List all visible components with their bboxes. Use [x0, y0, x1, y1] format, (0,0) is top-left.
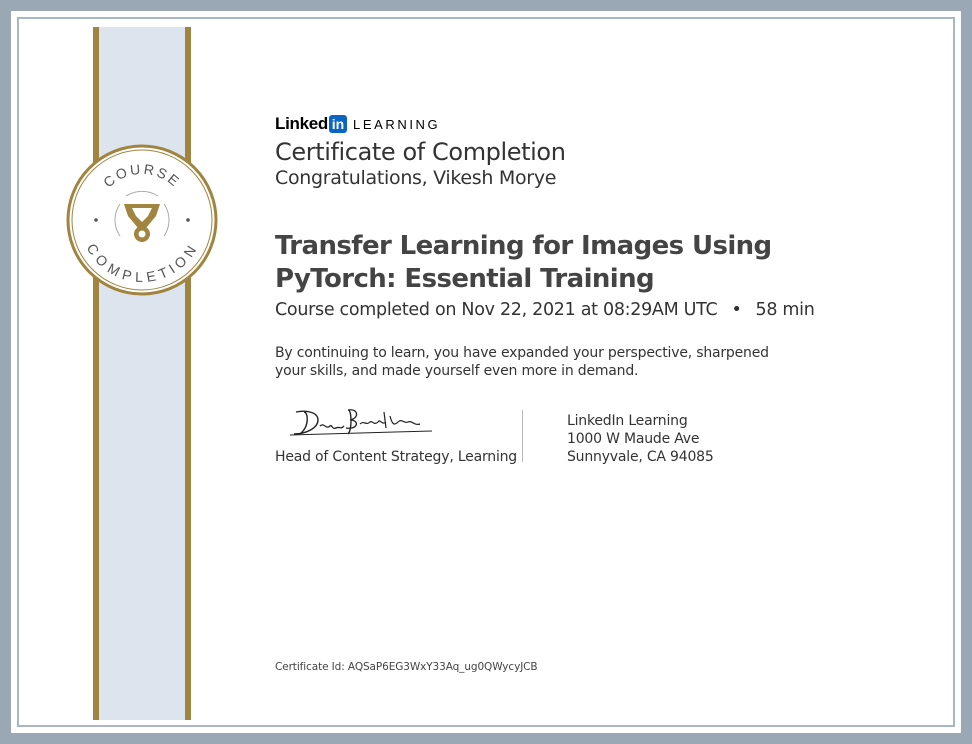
seal-bottom-text: COMPLETION [83, 240, 201, 286]
certificate-title: Certificate of Completion [275, 138, 566, 166]
course-title: Transfer Learning for Images Using PyTorch: Essential Training [275, 231, 772, 294]
address-line-company: LinkedIn Learning [567, 413, 688, 429]
signer-role: Head of Content Strategy, Learning [275, 449, 517, 465]
linkedin-learning-logo [275, 114, 440, 134]
company-address [567, 412, 714, 466]
bullet-separator: • [731, 300, 742, 320]
completion-line [275, 300, 815, 320]
signature-image [286, 404, 436, 440]
course-completion-seal [66, 144, 218, 296]
achievement-blurb: By continuing to learn, you have expanded your perspective, sharpened your skills, and made yourself even more in demand. [275, 345, 769, 379]
logo-learning-text: LEARNING [353, 116, 441, 132]
completion-date: Course completed on Nov 22, 2021 at 08:29AM UTC [275, 300, 718, 320]
logo-linked-text: Linked [275, 114, 328, 133]
address-line-city: Sunnyvale, CA 94085 [567, 449, 714, 465]
address-line-street: 1000 W Maude Ave [567, 431, 700, 447]
decorative-ribbon [93, 27, 191, 720]
vertical-divider [522, 410, 523, 462]
certificate-id: Certificate Id: AQSaP6EG3WxY33Aq_ug0QWycyJCB [275, 661, 538, 673]
linkedin-in-icon: in [329, 115, 347, 133]
seal-top-text: COURSE [100, 160, 184, 191]
congratulations-text: Congratulations, Vikesh Morye [275, 167, 557, 189]
course-duration: 58 min [755, 300, 815, 320]
